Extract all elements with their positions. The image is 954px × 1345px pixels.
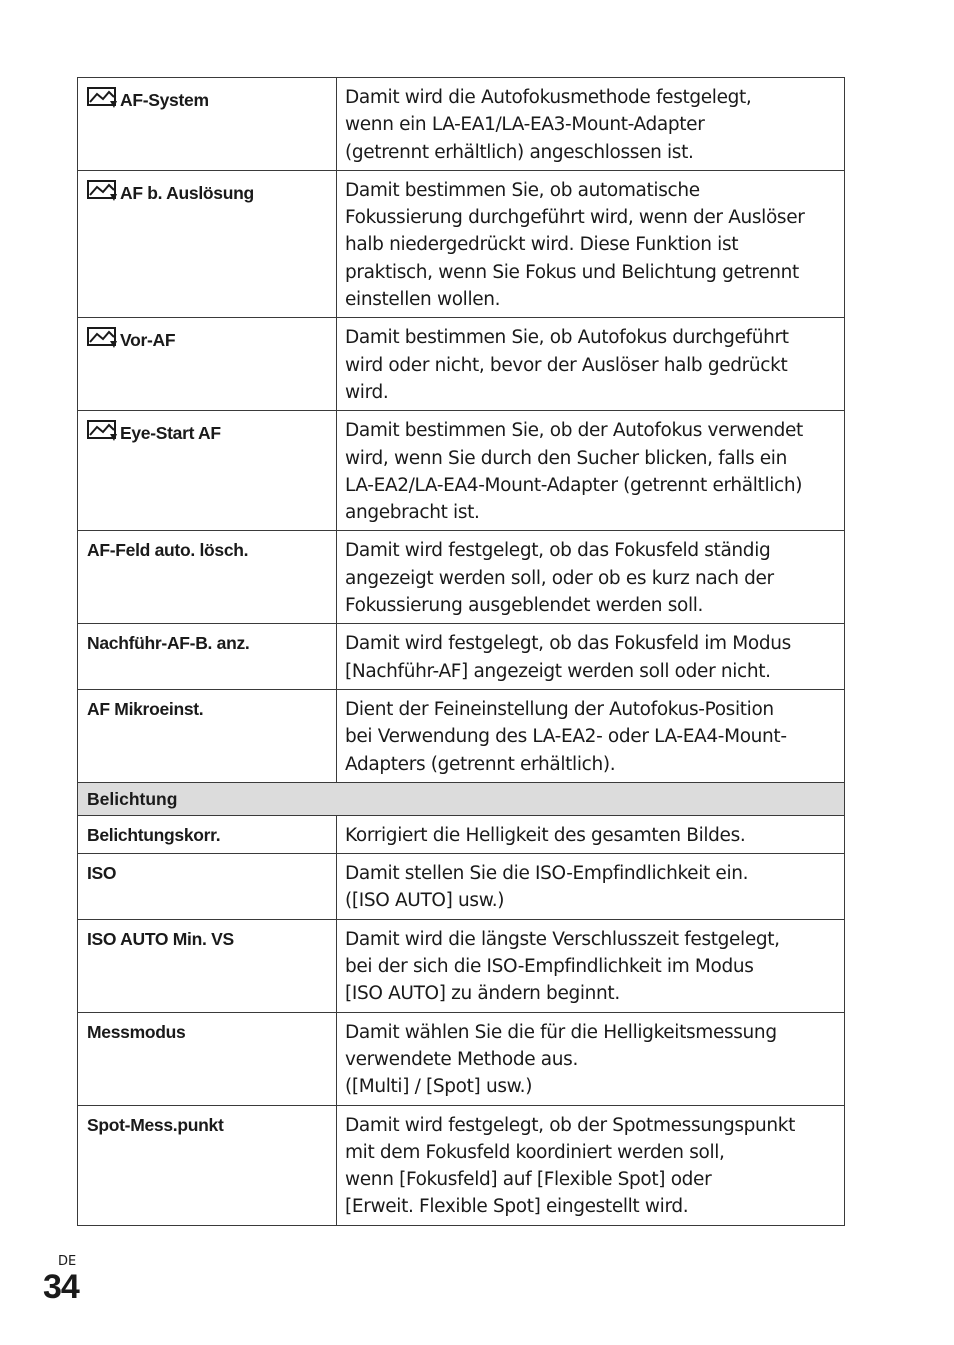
description-line: Damit bestimmen Sie, ob Autofokus durchgeführt <box>345 327 789 349</box>
camera-still-icon <box>87 87 118 109</box>
setting-description-cell <box>337 854 845 920</box>
description-line: Damit bestimmen Sie, ob der Autofokus verwendet <box>345 420 803 442</box>
description-line: wenn ein LA-EA1/LA-EA3-Mount-Adapter <box>345 114 705 136</box>
camera-still-icon <box>87 180 118 202</box>
setting-name: Nachführ-AF-B. anz. <box>87 633 250 654</box>
camera-still-icon <box>87 327 118 349</box>
description-line: Damit wird festgelegt, ob der Spotmessungspunkt <box>345 1114 796 1136</box>
description-line: Dient der Feineinstellung der Autofokus-Position <box>345 698 774 720</box>
setting-name-cell <box>78 815 337 853</box>
description-line: (getrennt erhältlich) angeschlossen ist. <box>345 141 694 163</box>
setting-name: AF Mikroeinst. <box>87 698 204 719</box>
description-line: bei der sich die ISO-Empfindlichkeit im Modus <box>345 956 754 978</box>
description-line: wenn [Fokusfeld] auf [Flexible Spot] oder <box>345 1169 712 1191</box>
setting-name-cell <box>78 78 337 171</box>
description-line: einstellen wollen. <box>345 289 501 311</box>
table-row <box>78 624 845 690</box>
description-line: angebracht ist. <box>345 502 480 524</box>
setting-name: Belichtungskorr. <box>87 824 221 845</box>
table-row <box>78 1012 845 1105</box>
table-row <box>78 170 845 317</box>
table-row <box>78 919 845 1012</box>
setting-description-cell <box>337 411 845 531</box>
description-line: wird oder nicht, bevor der Auslöser halb gedrückt <box>345 354 788 376</box>
setting-description-cell <box>337 1012 845 1105</box>
setting-name-cell <box>78 411 337 531</box>
description-line: Adapters (getrennt erhältlich). <box>345 753 616 775</box>
description-line: ([Multi] / [Spot] usw.) <box>345 1076 533 1098</box>
table-row <box>78 78 845 171</box>
description-line: Damit wird festgelegt, ob das Fokusfeld im Modus <box>345 633 791 655</box>
camera-still-icon <box>87 420 118 442</box>
setting-name: Spot-Mess.punkt <box>87 1114 224 1135</box>
setting-name: AF-System <box>120 90 209 110</box>
setting-description-cell <box>337 318 845 411</box>
setting-name: ISO AUTO Min. VS <box>87 928 234 949</box>
description-line: angezeigt werden soll, oder ob es kurz nach der <box>345 567 774 589</box>
description-line: wird. <box>345 381 389 403</box>
setting-name-cell <box>78 1105 337 1225</box>
setting-description-cell <box>337 815 845 853</box>
description-line: [ISO AUTO] zu ändern beginnt. <box>345 983 620 1005</box>
table-row <box>78 1105 845 1225</box>
description-line: ([ISO AUTO] usw.) <box>345 890 505 912</box>
description-line: praktisch, wenn Sie Fokus und Belichtung getrennt <box>345 261 799 283</box>
description-line: bei Verwendung des LA-EA2- oder LA-EA4-Mount- <box>345 726 787 748</box>
setting-name-cell <box>78 170 337 317</box>
settings-table <box>77 77 845 1226</box>
table-row <box>78 815 845 853</box>
description-line: Fokussierung durchgeführt wird, wenn der Auslöser <box>345 207 805 229</box>
table-row <box>78 854 845 920</box>
description-line: halb niedergedrückt wird. Diese Funktion ist <box>345 234 739 256</box>
section-title: Belichtung <box>78 782 845 815</box>
table-row <box>78 689 845 782</box>
description-line: [Erweit. Flexible Spot] eingestellt wird. <box>345 1196 689 1218</box>
setting-name: AF-Feld auto. lösch. <box>87 540 249 561</box>
section-header-row <box>78 782 845 815</box>
description-line: Korrigiert die Helligkeit des gesamten Bildes. <box>345 824 746 846</box>
description-line: Fokussierung ausgeblendet werden soll. <box>345 595 704 617</box>
description-line: Damit wird festgelegt, ob das Fokusfeld ständig <box>345 540 771 562</box>
setting-description-cell <box>337 624 845 690</box>
description-line: wird, wenn Sie durch den Sucher blicken, falls ein <box>345 447 787 469</box>
description-line: [Nachführ-AF] angezeigt werden soll oder nicht. <box>345 660 771 682</box>
setting-description-cell <box>337 919 845 1012</box>
description-line: Damit wird die längste Verschlusszeit festgelegt, <box>345 928 780 950</box>
language-code: DE <box>58 1254 77 1269</box>
description-line: mit dem Fokusfeld koordiniert werden soll, <box>345 1141 725 1163</box>
setting-name-cell <box>78 531 337 624</box>
description-line: Damit stellen Sie die ISO-Empfindlichkeit ein. <box>345 863 749 885</box>
setting-name-cell <box>78 1012 337 1105</box>
setting-name-cell <box>78 318 337 411</box>
setting-description-cell <box>337 78 845 171</box>
setting-name-cell <box>78 854 337 920</box>
description-line: Damit wird die Autofokusmethode festgelegt, <box>345 87 752 108</box>
setting-description-cell <box>337 1105 845 1225</box>
description-line: verwendete Methode aus. <box>345 1048 578 1070</box>
setting-name-cell <box>78 689 337 782</box>
setting-name-cell <box>78 919 337 1012</box>
setting-description-cell <box>337 531 845 624</box>
table-row <box>78 318 845 411</box>
setting-name: AF b. Auslösung <box>120 182 254 203</box>
table-row <box>78 531 845 624</box>
setting-name: Vor-AF <box>120 330 176 351</box>
description-line: LA-EA2/LA-EA4-Mount-Adapter (getrennt erhältlich) <box>345 474 803 496</box>
setting-name: Messmodus <box>87 1021 186 1042</box>
setting-name-cell <box>78 624 337 690</box>
setting-name: ISO <box>87 863 117 884</box>
setting-description-cell <box>337 170 845 317</box>
table-row <box>78 411 845 531</box>
setting-description-cell <box>337 689 845 782</box>
description-line: Damit bestimmen Sie, ob automatische <box>345 179 700 201</box>
description-line: Damit wählen Sie die für die Helligkeitsmessung <box>345 1021 777 1043</box>
page-number: 34 <box>43 1268 79 1306</box>
setting-name: Eye-Start AF <box>120 423 221 444</box>
